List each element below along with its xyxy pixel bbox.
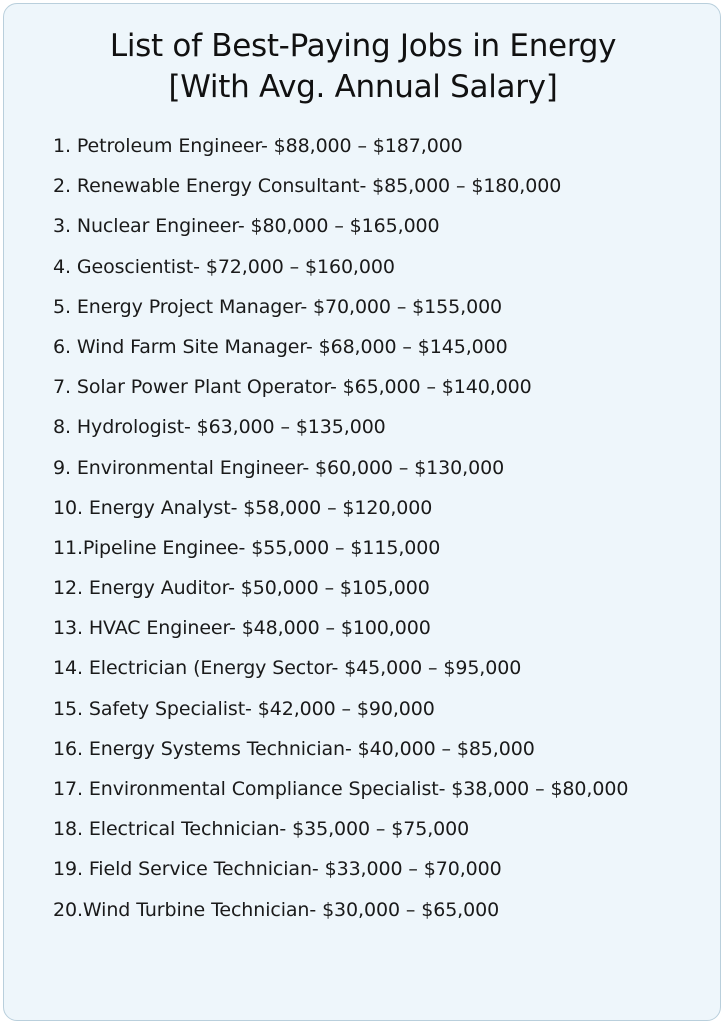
list-item: 3. Nuclear Engineer- $80,000 – $165,000 xyxy=(53,215,440,238)
list-item: 11.Pipeline Enginee- $55,000 – $115,000 xyxy=(53,536,441,559)
list-item: 8. Hydrologist- $63,000 – $135,000 xyxy=(53,416,386,439)
list-item: 1. Petroleum Engineer- $88,000 – $187,000 xyxy=(53,135,463,157)
list-item: 20.Wind Turbine Technician- $30,000 – $65,000 xyxy=(53,898,500,921)
salary-list-card xyxy=(3,3,721,1021)
list-item: 18. Electrical Technician- $35,000 – $75,000 xyxy=(53,818,470,841)
list-item: 16. Energy Systems Technician- $40,000 – $85,000 xyxy=(53,737,535,760)
list-item: 14. Electrician (Energy Sector- $45,000 – $95,000 xyxy=(53,657,522,680)
list-item: 13. HVAC Engineer- $48,000 – $100,000 xyxy=(53,617,431,640)
page-title xyxy=(4,26,722,108)
list-item: 6. Wind Farm Site Manager- $68,000 – $145,000 xyxy=(53,335,508,358)
list-item: 5. Energy Project Manager- $70,000 – $155,000 xyxy=(53,295,503,318)
list-item: 19. Field Service Technician- $33,000 – $70,000 xyxy=(53,858,502,881)
list-item: 17. Environmental Compliance Specialist- $38,000 – $80,000 xyxy=(53,778,629,800)
list-item: 10. Energy Analyst- $58,000 – $120,000 xyxy=(53,496,433,519)
list-item: 4. Geoscientist- $72,000 – $160,000 xyxy=(53,255,395,278)
list-item: 15. Safety Specialist- $42,000 – $90,000 xyxy=(53,697,435,720)
list-item: 7. Solar Power Plant Operator- $65,000 – $140,000 xyxy=(53,376,532,399)
title-line-2: [With Avg. Annual Salary] xyxy=(168,69,558,105)
list-item: 9. Environmental Engineer- $60,000 – $130,000 xyxy=(53,456,505,479)
job-list xyxy=(53,126,628,930)
title-line-1: List of Best-Paying Jobs in Energy xyxy=(109,28,617,64)
list-item: 12. Energy Auditor- $50,000 – $105,000 xyxy=(53,577,430,600)
list-item: 2. Renewable Energy Consultant- $85,000 – $180,000 xyxy=(53,175,562,198)
